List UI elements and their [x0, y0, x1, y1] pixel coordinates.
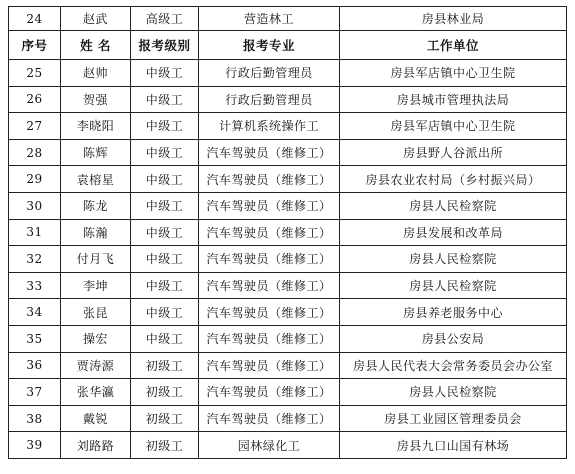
table-row	[9, 7, 567, 31]
cell-unit: 房县野人谷派出所	[340, 139, 567, 166]
cell-major: 园林绿化工	[199, 432, 340, 459]
table-row	[9, 379, 567, 406]
cell-unit: 房县养老服务中心	[340, 299, 567, 326]
table-row	[9, 113, 567, 140]
header-row	[9, 31, 567, 60]
header-seq: 序号	[9, 31, 61, 60]
cell-level: 初级工	[131, 432, 199, 459]
cell-major: 汽车驾驶员（维修工）	[199, 405, 340, 432]
cell-name: 赵武	[61, 7, 131, 31]
cell-seq: 28	[9, 139, 61, 166]
cell-name: 刘路路	[61, 432, 131, 459]
cell-unit: 房县工业园区管理委员会	[340, 405, 567, 432]
table-row	[9, 405, 567, 432]
cell-seq: 38	[9, 405, 61, 432]
cell-name: 陈瀚	[61, 219, 131, 246]
table-row	[9, 299, 567, 326]
cell-name: 戴锐	[61, 405, 131, 432]
cell-unit: 房县人民检察院	[340, 246, 567, 273]
cell-name: 陈龙	[61, 192, 131, 219]
cell-level: 初级工	[131, 352, 199, 379]
cell-major: 汽车驾驶员（维修工）	[199, 192, 340, 219]
cell-seq: 26	[9, 86, 61, 113]
cell-major: 行政后勤管理员	[199, 86, 340, 113]
cell-unit: 房县发展和改革局	[340, 219, 567, 246]
cell-unit: 房县城市管理执法局	[340, 86, 567, 113]
cell-name: 赵帅	[61, 60, 131, 87]
cell-seq: 31	[9, 219, 61, 246]
cell-major: 汽车驾驶员（维修工）	[199, 379, 340, 406]
cell-level: 初级工	[131, 405, 199, 432]
cell-major: 汽车驾驶员（维修工）	[199, 352, 340, 379]
cell-unit: 房县人民检察院	[340, 192, 567, 219]
cell-name: 李坤	[61, 272, 131, 299]
cell-seq: 39	[9, 432, 61, 459]
cell-seq: 36	[9, 352, 61, 379]
cell-major: 汽车驾驶员（维修工）	[199, 219, 340, 246]
cell-name: 李晓阳	[61, 113, 131, 140]
cell-major: 汽车驾驶员（维修工）	[199, 246, 340, 273]
cell-level: 高级工	[131, 7, 199, 31]
table-row	[9, 219, 567, 246]
cell-unit: 房县军店镇中心卫生院	[340, 113, 567, 140]
table-row	[9, 60, 567, 87]
header-major: 报考专业	[199, 31, 340, 60]
table-row	[9, 325, 567, 352]
cell-seq: 32	[9, 246, 61, 273]
cell-name: 付月飞	[61, 246, 131, 273]
cell-level: 中级工	[131, 139, 199, 166]
cell-unit: 房县九口山国有林场	[340, 432, 567, 459]
cell-level: 中级工	[131, 166, 199, 193]
table-row	[9, 272, 567, 299]
cell-unit: 房县人民检察院	[340, 272, 567, 299]
cell-name: 张昆	[61, 299, 131, 326]
cell-major: 汽车驾驶员（维修工）	[199, 299, 340, 326]
cell-unit: 房县人民代表大会常务委员会办公室	[340, 352, 567, 379]
roster-body	[9, 7, 567, 459]
cell-major: 行政后勤管理员	[199, 60, 340, 87]
cell-name: 操宏	[61, 325, 131, 352]
table-row	[9, 86, 567, 113]
table-row	[9, 246, 567, 273]
cell-name: 袁榕星	[61, 166, 131, 193]
cell-seq: 27	[9, 113, 61, 140]
cell-seq: 37	[9, 379, 61, 406]
cell-unit: 房县军店镇中心卫生院	[340, 60, 567, 87]
cell-level: 中级工	[131, 219, 199, 246]
cell-seq: 30	[9, 192, 61, 219]
table-row	[9, 166, 567, 193]
cell-level: 中级工	[131, 246, 199, 273]
cell-unit: 房县人民检察院	[340, 379, 567, 406]
cell-seq: 25	[9, 60, 61, 87]
header-name: 姓 名	[61, 31, 131, 60]
table-row	[9, 139, 567, 166]
cell-seq: 35	[9, 325, 61, 352]
cell-level: 中级工	[131, 325, 199, 352]
cell-unit: 房县公安局	[340, 325, 567, 352]
cell-name: 张华瀛	[61, 379, 131, 406]
cell-seq: 33	[9, 272, 61, 299]
cell-level: 中级工	[131, 60, 199, 87]
cell-major: 汽车驾驶员（维修工）	[199, 166, 340, 193]
cell-level: 中级工	[131, 272, 199, 299]
header-level: 报考级别	[131, 31, 199, 60]
cell-major: 汽车驾驶员（维修工）	[199, 139, 340, 166]
table-row	[9, 432, 567, 459]
table-row	[9, 352, 567, 379]
cell-major: 营造林工	[199, 7, 340, 31]
cell-unit: 房县林业局	[340, 7, 567, 31]
cell-level: 初级工	[131, 379, 199, 406]
cell-level: 中级工	[131, 192, 199, 219]
cell-seq: 29	[9, 166, 61, 193]
cell-name: 贾涛源	[61, 352, 131, 379]
cell-seq: 34	[9, 299, 61, 326]
header-unit: 工作单位	[340, 31, 567, 60]
cell-unit: 房县农业农村局（乡村振兴局）	[340, 166, 567, 193]
cell-major: 汽车驾驶员（维修工）	[199, 325, 340, 352]
cell-name: 陈辉	[61, 139, 131, 166]
cell-level: 中级工	[131, 86, 199, 113]
cell-name: 贺强	[61, 86, 131, 113]
cell-major: 计算机系统操作工	[199, 113, 340, 140]
cell-major: 汽车驾驶员（维修工）	[199, 272, 340, 299]
cell-level: 中级工	[131, 299, 199, 326]
cell-seq: 24	[9, 7, 61, 31]
table-row	[9, 192, 567, 219]
roster-table	[8, 6, 567, 459]
cell-level: 中级工	[131, 113, 199, 140]
